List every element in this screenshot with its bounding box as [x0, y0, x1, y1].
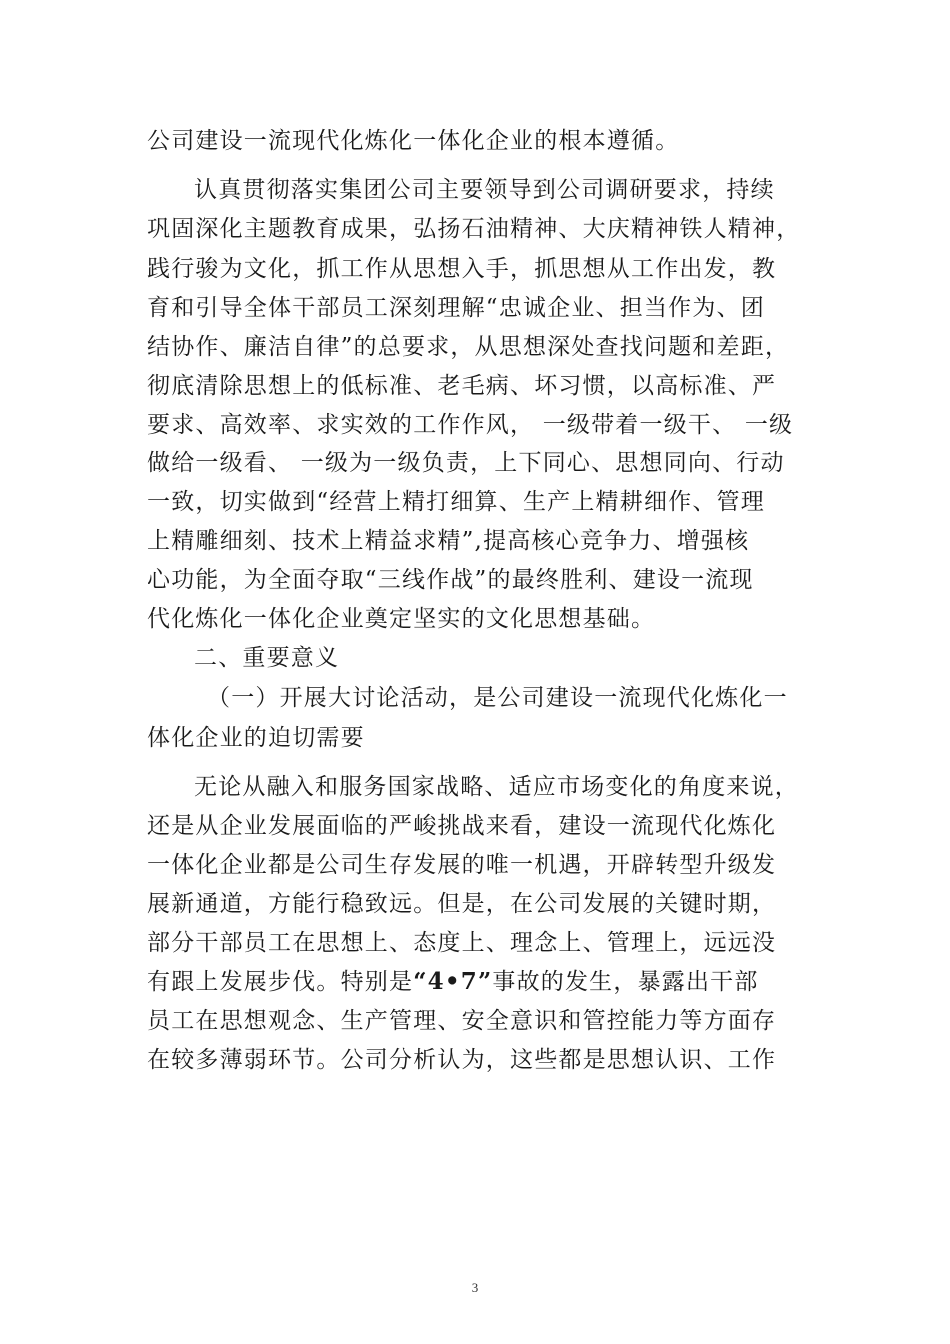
text-run: 有跟上发展步伐。特别是	[147, 969, 414, 995]
paragraph-line: 育和引导全体干部员工深刻理解“忠诚企业、担当作为、团	[147, 295, 765, 321]
paragraph-line: 无论从融入和服务国家战略、适应市场变化的角度来说，	[194, 774, 799, 800]
paragraph-line: 一致，切实做到“经营上精打细算、生产上精耕细作、管理	[147, 489, 765, 515]
paragraph-line	[147, 967, 759, 997]
paragraph-line: 还是从企业发展面临的严峻挑战来看，建设一流现代化炼化	[147, 813, 777, 839]
section-heading: 二、重要意义	[194, 645, 340, 671]
paragraph-line: 公司建设一流现代化炼化一体化企业的根本遵循。	[147, 128, 680, 154]
subsection-heading-line: （一）开展大讨论活动，是公司建设一流现代化炼化一	[207, 685, 788, 711]
incident-reference: “4•7”	[413, 968, 493, 995]
paragraph-line: 彻底清除思想上的低标准、老毛病、坏习惯，以高标准、严	[147, 373, 777, 399]
paragraph-line: 一体化企业都是公司生存发展的唯一机遇，开辟转型升级发	[147, 852, 777, 878]
paragraph-line: 认真贯彻落实集团公司主要领导到公司调研要求，持续	[194, 177, 775, 203]
paragraph-line: 巩固深化主题教育成果，弘扬石油精神、大庆精神铁人精神，	[147, 216, 801, 242]
paragraph-line: 做给一级看、 一级为一级负责，上下同心、思想同向、行动	[147, 450, 785, 476]
paragraph-line: 部分干部员工在思想上、态度上、理念上、管理上，远远没	[147, 930, 777, 956]
paragraph-line: 上精雕细刻、技术上精益求精”,提高核心竞争力、增强核	[147, 528, 750, 554]
paragraph-line: 代化炼化一体化企业奠定坚实的文化思想基础。	[147, 606, 656, 632]
paragraph-line: 在较多薄弱环节。公司分析认为，这些都是思想认识、工作	[147, 1047, 777, 1073]
page-number: 3	[471, 1280, 479, 1295]
subsection-heading-line: 体化企业的迫切需要	[147, 725, 365, 751]
paragraph-line: 展新通道，方能行稳致远。但是，在公司发展的关键时期，	[147, 891, 777, 917]
paragraph-line: 要求、高效率、求实效的工作作风， 一级带着一级干、 一级	[147, 412, 794, 438]
paragraph-line: 践行骏为文化，抓工作从思想入手，抓思想从工作出发，教	[147, 256, 777, 282]
text-run: 事故的发生，暴露出干部	[492, 969, 759, 995]
paragraph-line: 心功能，为全面夺取“三线作战”的最终胜利、建设一流现	[147, 567, 754, 593]
paragraph-line: 结协作、廉洁自律”的总要求，从思想深处查找问题和差距，	[147, 334, 790, 360]
paragraph-line: 员工在思想观念、生产管理、安全意识和管控能力等方面存	[147, 1008, 777, 1034]
